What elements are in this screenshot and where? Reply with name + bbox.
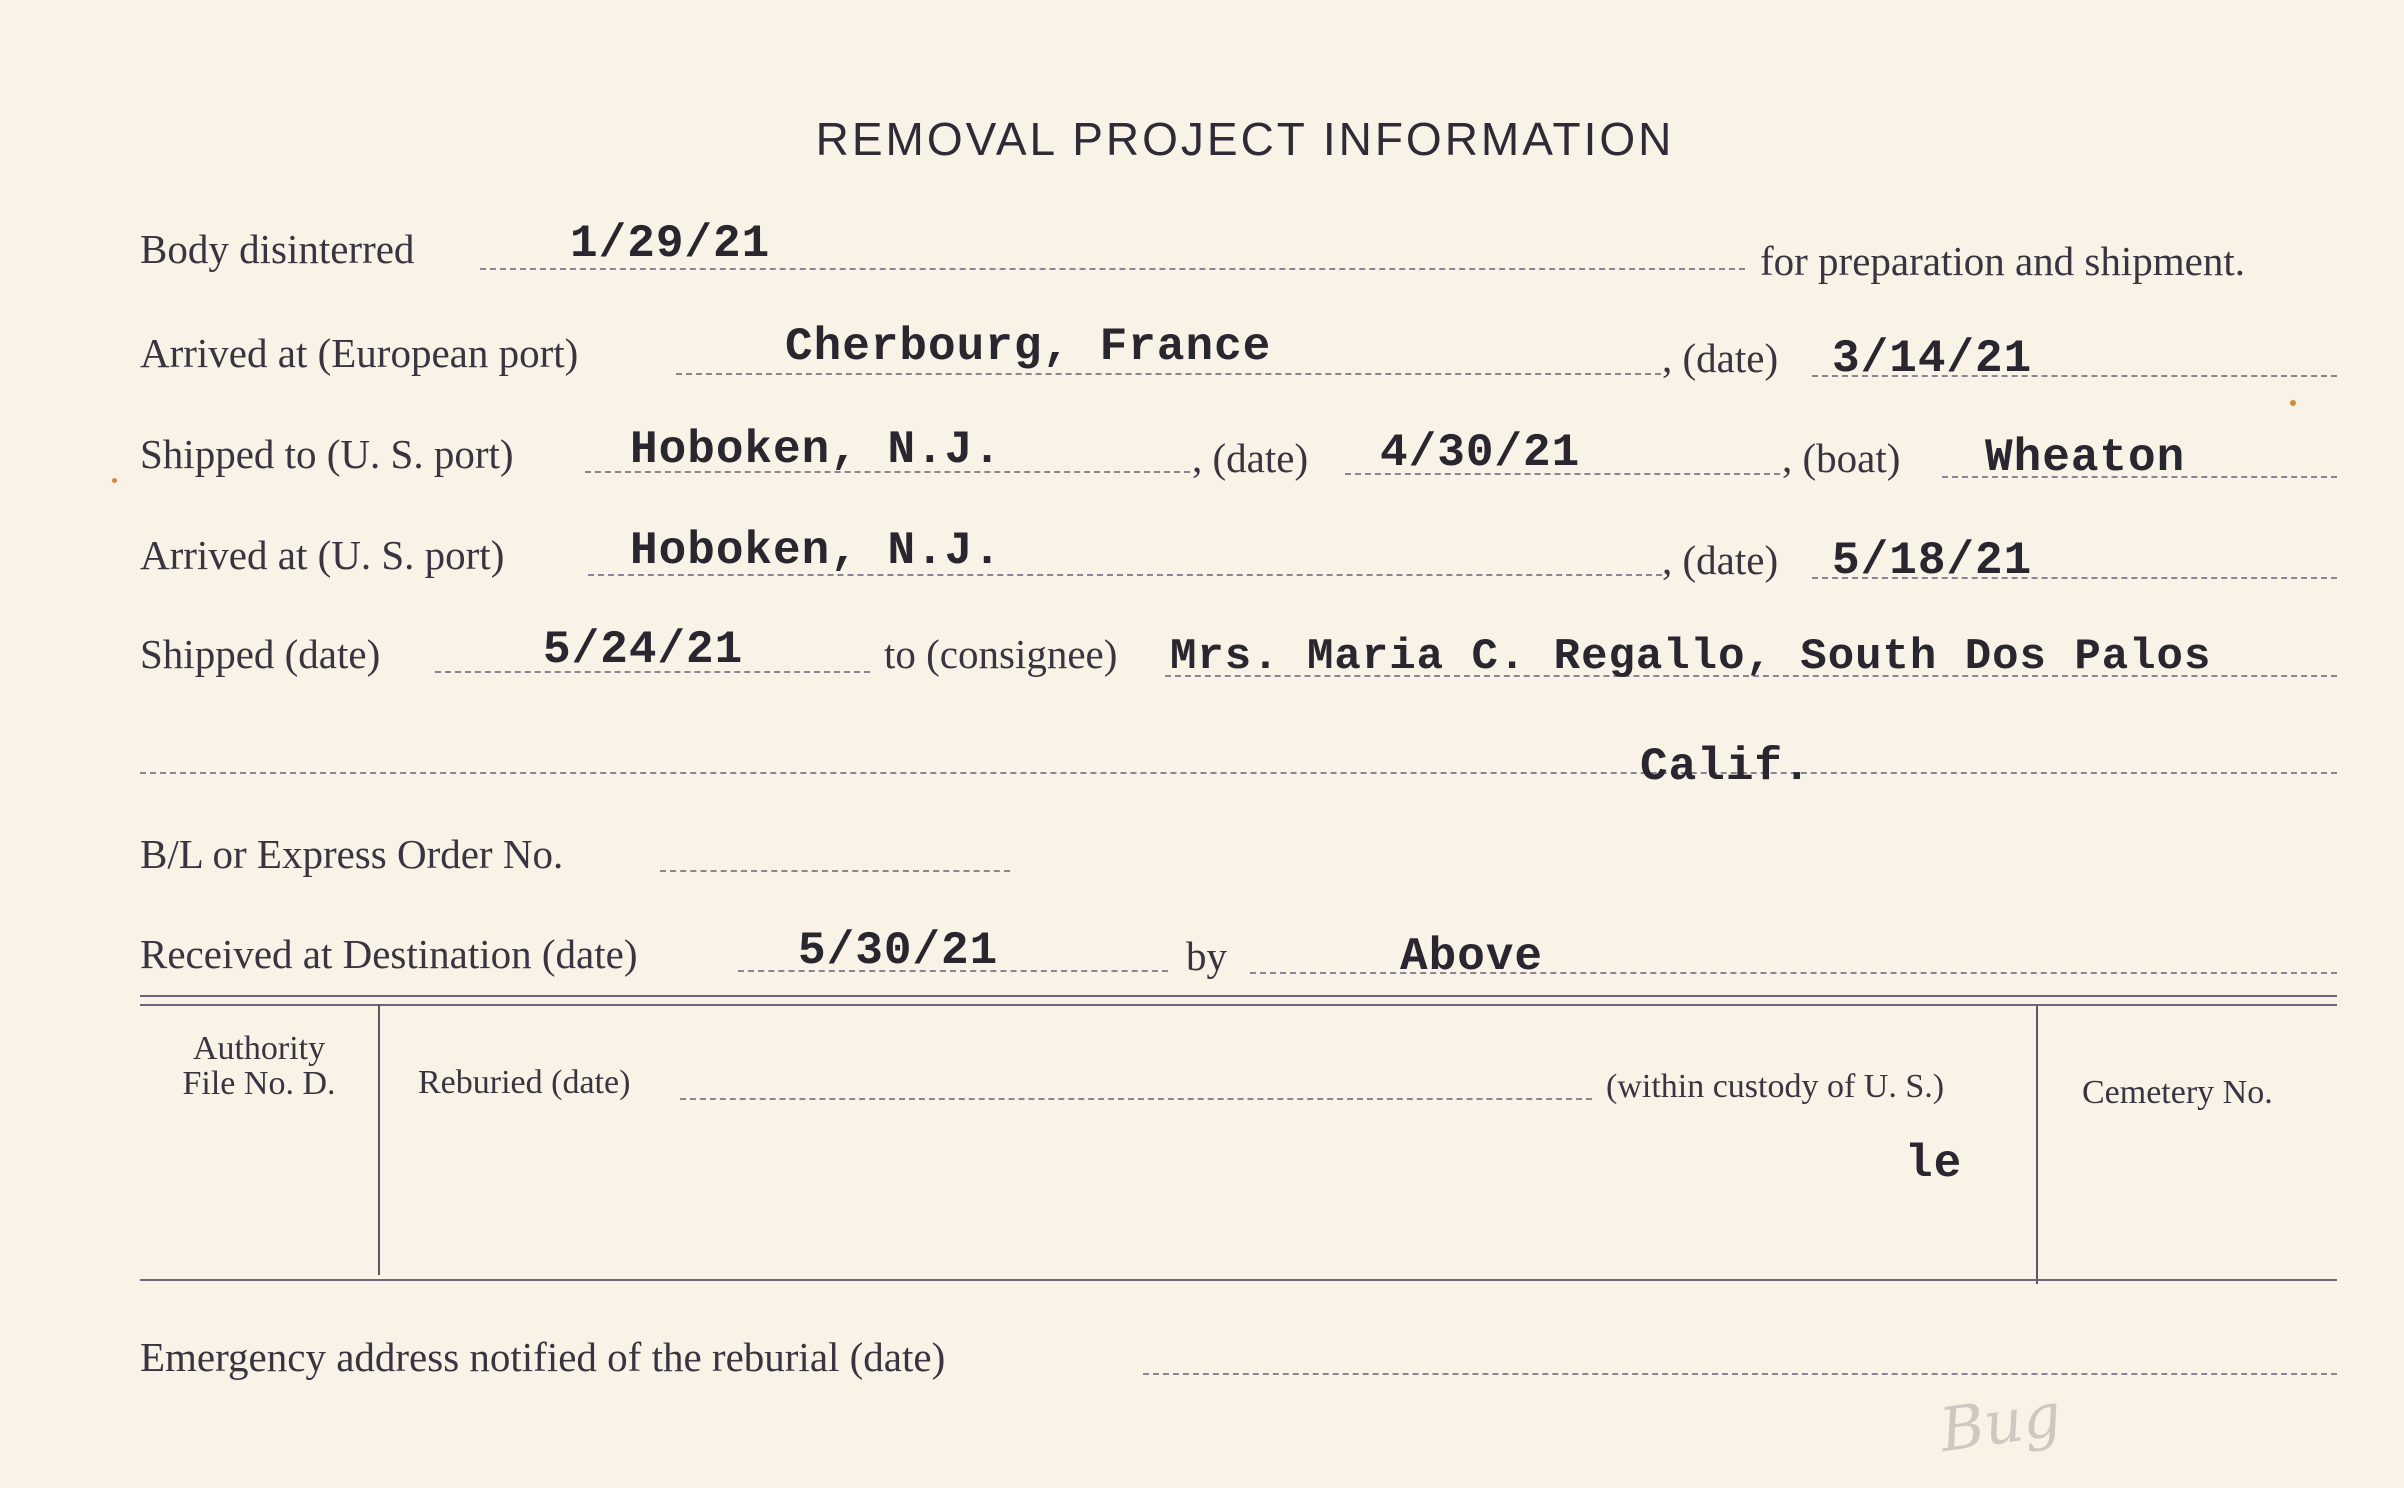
shipped-date-value: 4/30/21 [1380, 427, 1581, 479]
reburied-label: Reburied (date) [418, 1064, 631, 1101]
us-port-arrived-value: Hoboken, N.J. [630, 525, 1002, 577]
boat-value: Wheaton [1985, 432, 2186, 484]
table-divider-right [2036, 1006, 2038, 1284]
consignee-continuation-value: Calif. [1640, 741, 1812, 793]
shipped-date-label: , (date) [1192, 435, 1309, 481]
stain-mark [112, 478, 117, 483]
received-date-value: 5/30/21 [798, 925, 999, 977]
custody-label: (within custody of U. S.) [1606, 1068, 1945, 1105]
body-disinterred-value: 1/29/21 [570, 218, 771, 270]
us-port-shipped-label: Shipped to (U. S. port) [140, 431, 514, 477]
consignee-label: to (consignee) [884, 631, 1118, 677]
table-top-rule-second [140, 1004, 2337, 1006]
bl-order-label: B/L or Express Order No. [140, 831, 564, 877]
cemetery-no-label: Cemetery No. [2082, 1074, 2273, 1111]
european-date-label: , (date) [1662, 335, 1779, 381]
european-date-value: 3/14/21 [1832, 333, 2033, 385]
consignee-continuation-line [140, 772, 2337, 774]
bl-order-line [660, 870, 1010, 872]
us-port-arrived-label: Arrived at (U. S. port) [140, 532, 505, 578]
table-bottom-rule [140, 1279, 2337, 1281]
pencil-note: Bug [1935, 1379, 2066, 1467]
shipped-value: 5/24/21 [543, 624, 744, 676]
european-port-label: Arrived at (European port) [140, 330, 579, 376]
reburied-line [680, 1098, 1592, 1100]
file-no-label: File No. D. [182, 1065, 336, 1102]
authority-label: Authority [192, 1030, 326, 1067]
emergency-address-line [1143, 1373, 2337, 1375]
received-by-label: by [1186, 933, 1227, 979]
consignee-value: Mrs. Maria C. Regallo, South Dos Palos [1170, 632, 2212, 682]
table-divider-left [378, 1004, 380, 1275]
shipped-label: Shipped (date) [140, 631, 381, 677]
received-destination-label: Received at Destination (date) [140, 931, 638, 977]
shipment-suffix: for preparation and shipment. [1760, 238, 2246, 284]
received-by-value: Above [1400, 931, 1544, 983]
custody-value: le [1905, 1138, 1963, 1190]
boat-label: , (boat) [1782, 435, 1901, 481]
arrived-date-label: , (date) [1662, 537, 1779, 583]
emergency-address-label: Emergency address notified of the reburial (date) [140, 1334, 946, 1380]
european-port-value: Cherbourg, France [785, 321, 1272, 373]
table-top-rule [140, 995, 2337, 997]
body-disinterred-label: Body disinterred [140, 226, 415, 272]
form-title: REMOVAL PROJECT INFORMATION [815, 113, 1675, 165]
arrived-date-value: 5/18/21 [1832, 535, 2033, 587]
european-port-line [676, 373, 1661, 375]
stain-mark [2290, 400, 2296, 406]
us-port-shipped-value: Hoboken, N.J. [630, 424, 1002, 476]
